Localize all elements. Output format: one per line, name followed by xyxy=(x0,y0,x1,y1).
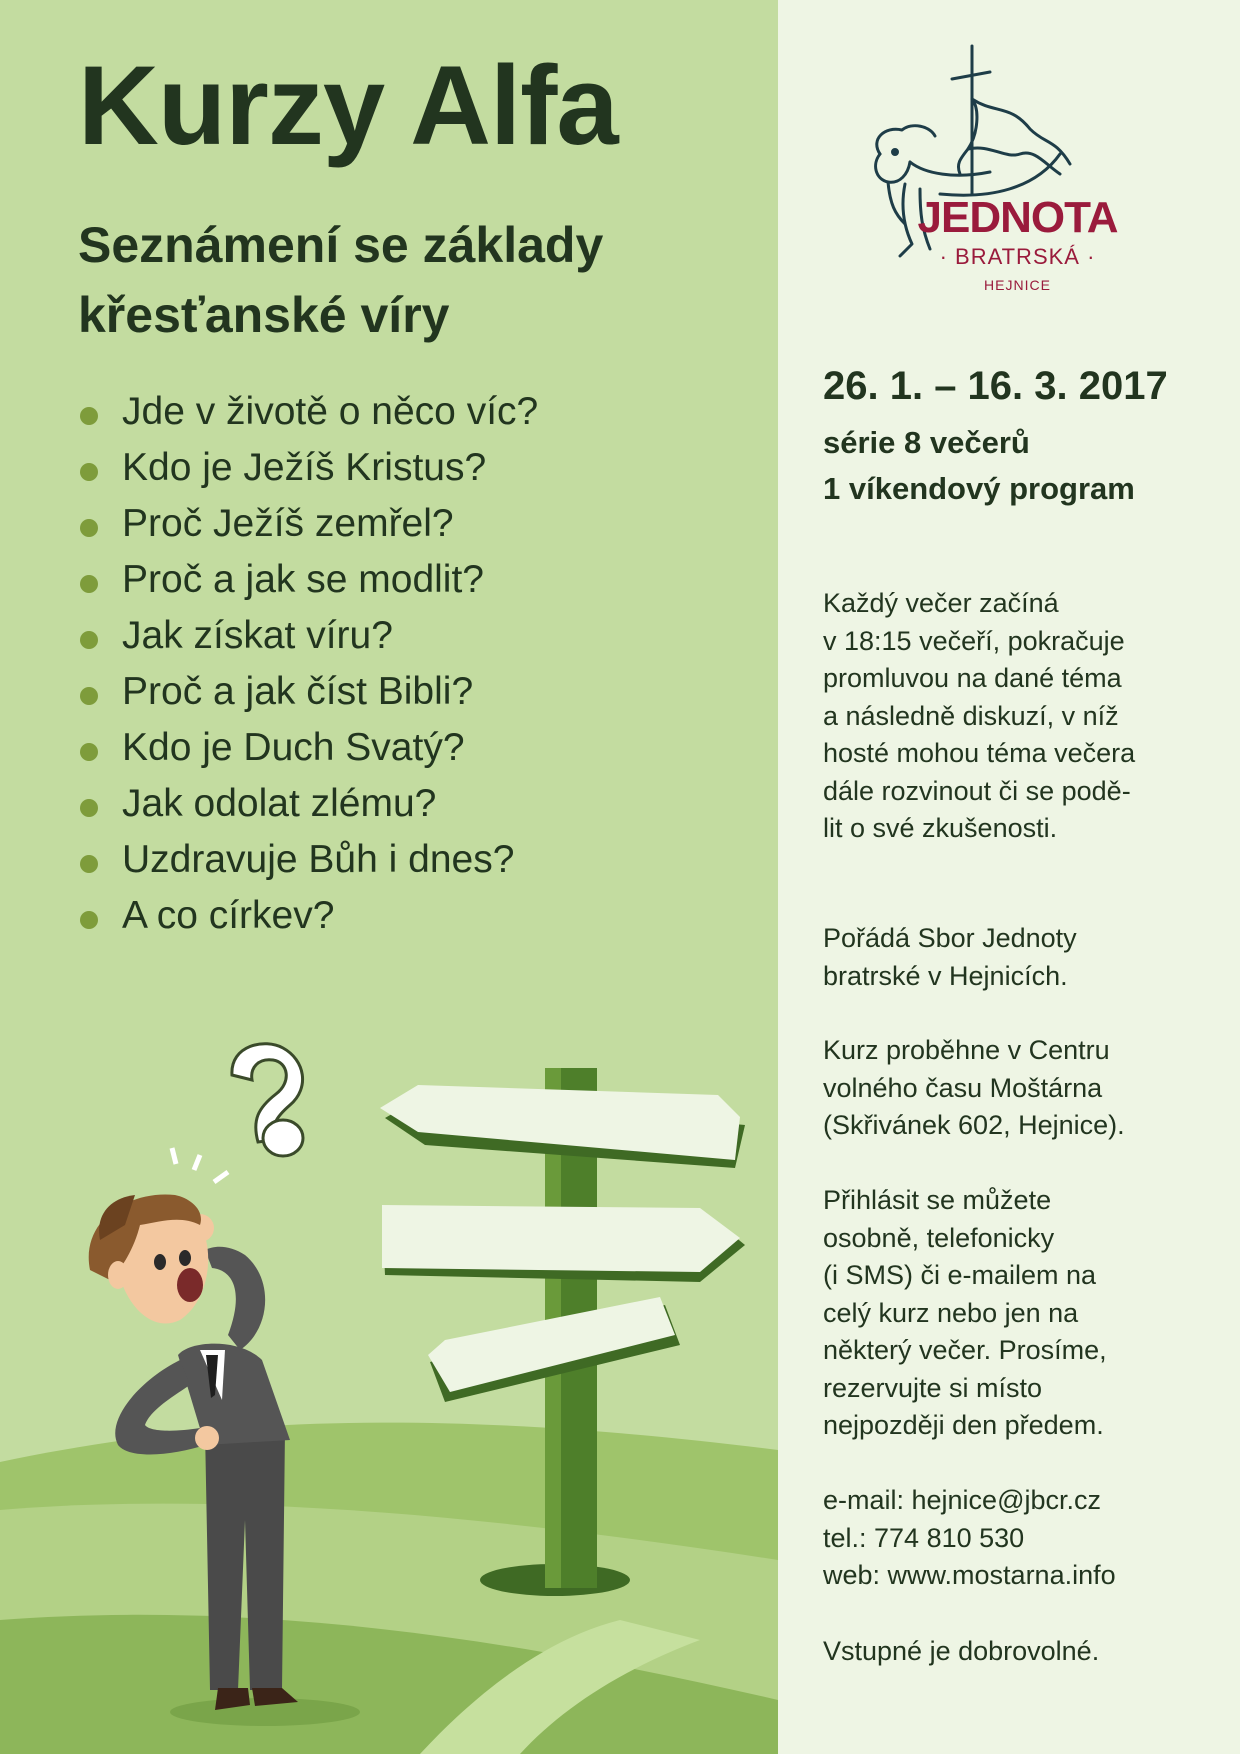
list-item xyxy=(80,384,538,440)
list-item xyxy=(80,832,538,888)
signup-note xyxy=(823,1182,1107,1445)
text-line: Kurz proběhne v Centru xyxy=(823,1035,1110,1065)
course-schedule xyxy=(823,420,1135,512)
bullet-icon xyxy=(80,855,98,873)
text-line: hosté mohou téma večera xyxy=(823,738,1136,768)
question-mark-icon xyxy=(172,1044,303,1182)
bullet-icon xyxy=(80,799,98,817)
logo-subtitle: · BRATRSKÁ · xyxy=(939,244,1096,269)
list-item xyxy=(80,552,538,608)
list-item xyxy=(80,608,538,664)
text-line: rezervujte si místo xyxy=(823,1372,1043,1403)
text-line: (Skřivánek 602, Hejnice). xyxy=(823,1110,1125,1140)
question-text: Kdo je Duch Svatý? xyxy=(122,726,465,769)
question-text: Jde v životě o něco víc? xyxy=(122,390,539,433)
subtitle-line: křesťanské víry xyxy=(78,287,450,343)
list-item xyxy=(80,888,538,944)
question-text: Uzdravuje Bůh i dnes? xyxy=(122,838,515,881)
text-line: nejpozději den předem. xyxy=(823,1410,1104,1440)
text-line: bratrské v Hejnicích. xyxy=(823,960,1068,991)
text-line: dále rozvinout či se podě- xyxy=(823,775,1131,806)
phone-text: tel.: 774 810 530 xyxy=(823,1522,1025,1553)
list-item xyxy=(80,776,538,832)
text-line: Každý večer začíná xyxy=(823,588,1059,618)
page-subtitle xyxy=(78,210,603,350)
text-line: osobně, telefonicky xyxy=(823,1222,1055,1253)
text-line: promluvou na dané téma xyxy=(823,663,1122,693)
text-line: (i SMS) či e-mailem na xyxy=(823,1260,1097,1290)
text-line: lit o své zkušenosti. xyxy=(823,813,1058,843)
logo-name: JEDNOTA xyxy=(917,193,1118,242)
subtitle-line: Seznámení se základy xyxy=(78,217,604,273)
schedule-line: série 8 večerů xyxy=(823,425,1030,460)
text-line: volného času Moštárna xyxy=(823,1072,1103,1103)
organizer-note xyxy=(823,920,1077,995)
bullet-icon xyxy=(80,743,98,761)
question-text: Jak získat víru? xyxy=(122,614,393,657)
text-line: v 18:15 večeří, pokračuje xyxy=(823,625,1125,656)
bullet-icon xyxy=(80,631,98,649)
contact-info xyxy=(823,1482,1116,1595)
email-text: e-mail: hejnice@jbcr.cz xyxy=(823,1485,1102,1515)
text-line: celý kurz nebo jen na xyxy=(823,1297,1079,1328)
text-line: některý večer. Prosíme, xyxy=(823,1335,1107,1365)
list-item xyxy=(80,720,538,776)
schedule-line: 1 víkendový program xyxy=(823,471,1135,506)
website-text: web: www.mostarna.info xyxy=(823,1560,1116,1590)
question-text: Proč a jak číst Bibli? xyxy=(122,670,474,713)
text-line: Vstupné je dobrovolné. xyxy=(823,1636,1100,1666)
question-text: Jak odolat zlému? xyxy=(122,782,437,825)
text-line: a následně diskuzí, v níž xyxy=(823,700,1119,731)
evening-description xyxy=(823,585,1135,848)
question-list xyxy=(80,384,538,944)
question-text: Proč Ježíš zemřel? xyxy=(122,502,454,545)
question-text: Proč a jak se modlit? xyxy=(122,558,484,601)
question-text: A co církev? xyxy=(122,894,335,937)
list-item xyxy=(80,664,538,720)
course-dates: 26. 1. – 16. 3. 2017 xyxy=(823,364,1168,408)
logo-town: HEJNICE xyxy=(984,277,1051,293)
bullet-icon xyxy=(80,687,98,705)
entry-fee-note xyxy=(823,1633,1099,1671)
page-title: Kurzy Alfa xyxy=(78,43,618,168)
list-item xyxy=(80,440,538,496)
bullet-icon xyxy=(80,911,98,929)
venue-note xyxy=(823,1032,1125,1145)
question-text: Kdo je Ježíš Kristus? xyxy=(122,446,487,489)
list-item xyxy=(80,496,538,552)
bullet-icon xyxy=(80,463,98,481)
bullet-icon xyxy=(80,407,98,425)
bullet-icon xyxy=(80,575,98,593)
text-line: Pořádá Sbor Jednoty xyxy=(823,923,1077,953)
text-line: Přihlásit se můžete xyxy=(823,1185,1052,1215)
bullet-icon xyxy=(80,519,98,537)
